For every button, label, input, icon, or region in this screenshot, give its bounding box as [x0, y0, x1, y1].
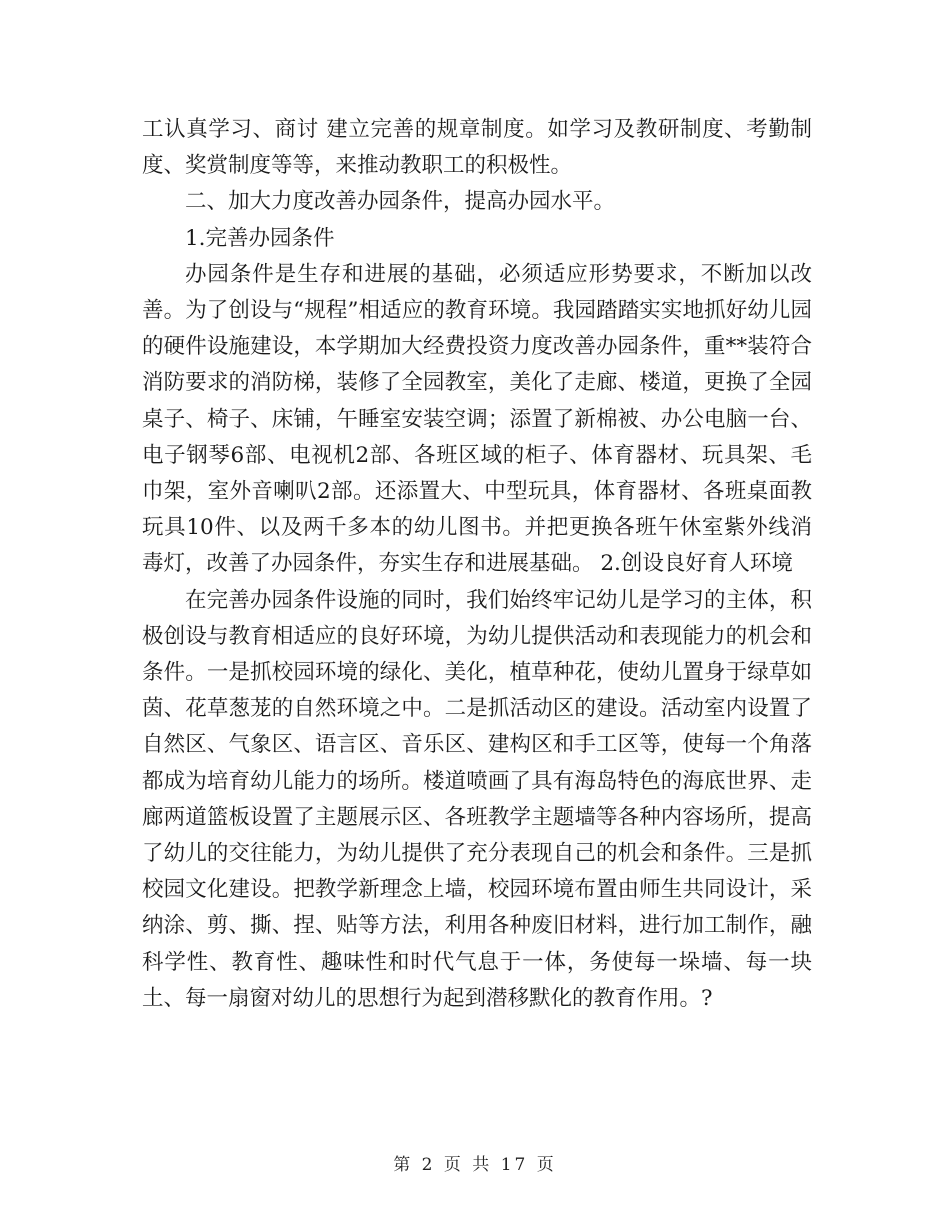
- page-number-label: 第 2 页 共 17 页: [393, 1155, 557, 1175]
- page-footer: [0, 1150, 950, 1175]
- paragraph-environment: 在完善办园条件设施的同时，我们始终牢记幼儿是学习的主体，积极创设与教育相适应的良好环境，为幼儿提供活动和表现能力的机会和条件。一是抓校园环境的绿化、美化，植草种花，使幼儿置身于绿草如茵、花草葱茏的自然环境之中。二是抓活动区的建设。活动室内设置了自然区、气象区、语言区、音乐区、建构区和手工区等，使每一个角落都成为培育幼儿能力的场所。楼道喷画了具有海岛特色的海底世界、走廊两道篮板设置了主题展示区、各班教学主题墙等各种内容场所，提高了幼儿的交往能力，为幼儿提供了充分表现自己的机会和条件。三是抓校园文化建设。把教学新理念上墙，校园环境布置由师生共同设计，采纳涂、剪、撕、捏、贴等方法，利用各种废旧材料，进行加工制作，融科学性、教育性、趣味性和时代气息于一体，务使每一垛墙、每一块土、每一扇窗对幼儿的思想行为起到潜移默化的教育作用。?: [142, 587, 812, 1011]
- heading-section-two: 二、加大力度改善办园条件，提高办园水平。: [185, 189, 616, 215]
- document-body: [142, 112, 812, 1017]
- paragraph-conditions: 办园条件是生存和进展的基础，必须适应形势要求，不断加以改善。为了创设与“规程”相适应的教育环境。我园踏踏实实地抓好幼儿园的硬件设施建设，本学期加大经费投资力度改善办园条件，重**装符合消防要求的消防梯，装修了全园教室，美化了走廊、楼道，更换了全园桌子、椅子、床铺，午睡室安装空调；添置了新棉被、办公电脑一台、电子钢琴6部、电视机2部、各班区域的柜子、体育器材、玩具架、毛巾架，室外音喇叭2部。还添置大、中型玩具，体育器材、各班桌面教玩具10件、以及两千多本的幼儿图书。并把更换各班午休室紫外线消毒灯，改善了办园条件，夯实生存和进展基础。 2.创设良好育人环境: [142, 261, 812, 577]
- paragraph-rules-intro: 工认真学习、商讨 建立完善的规章制度。如学习及教研制度、考勤制度、奖赏制度等等，来推动教职工的积极性。: [142, 117, 812, 179]
- subheading-improve-conditions: 1.完善办园条件: [185, 225, 335, 251]
